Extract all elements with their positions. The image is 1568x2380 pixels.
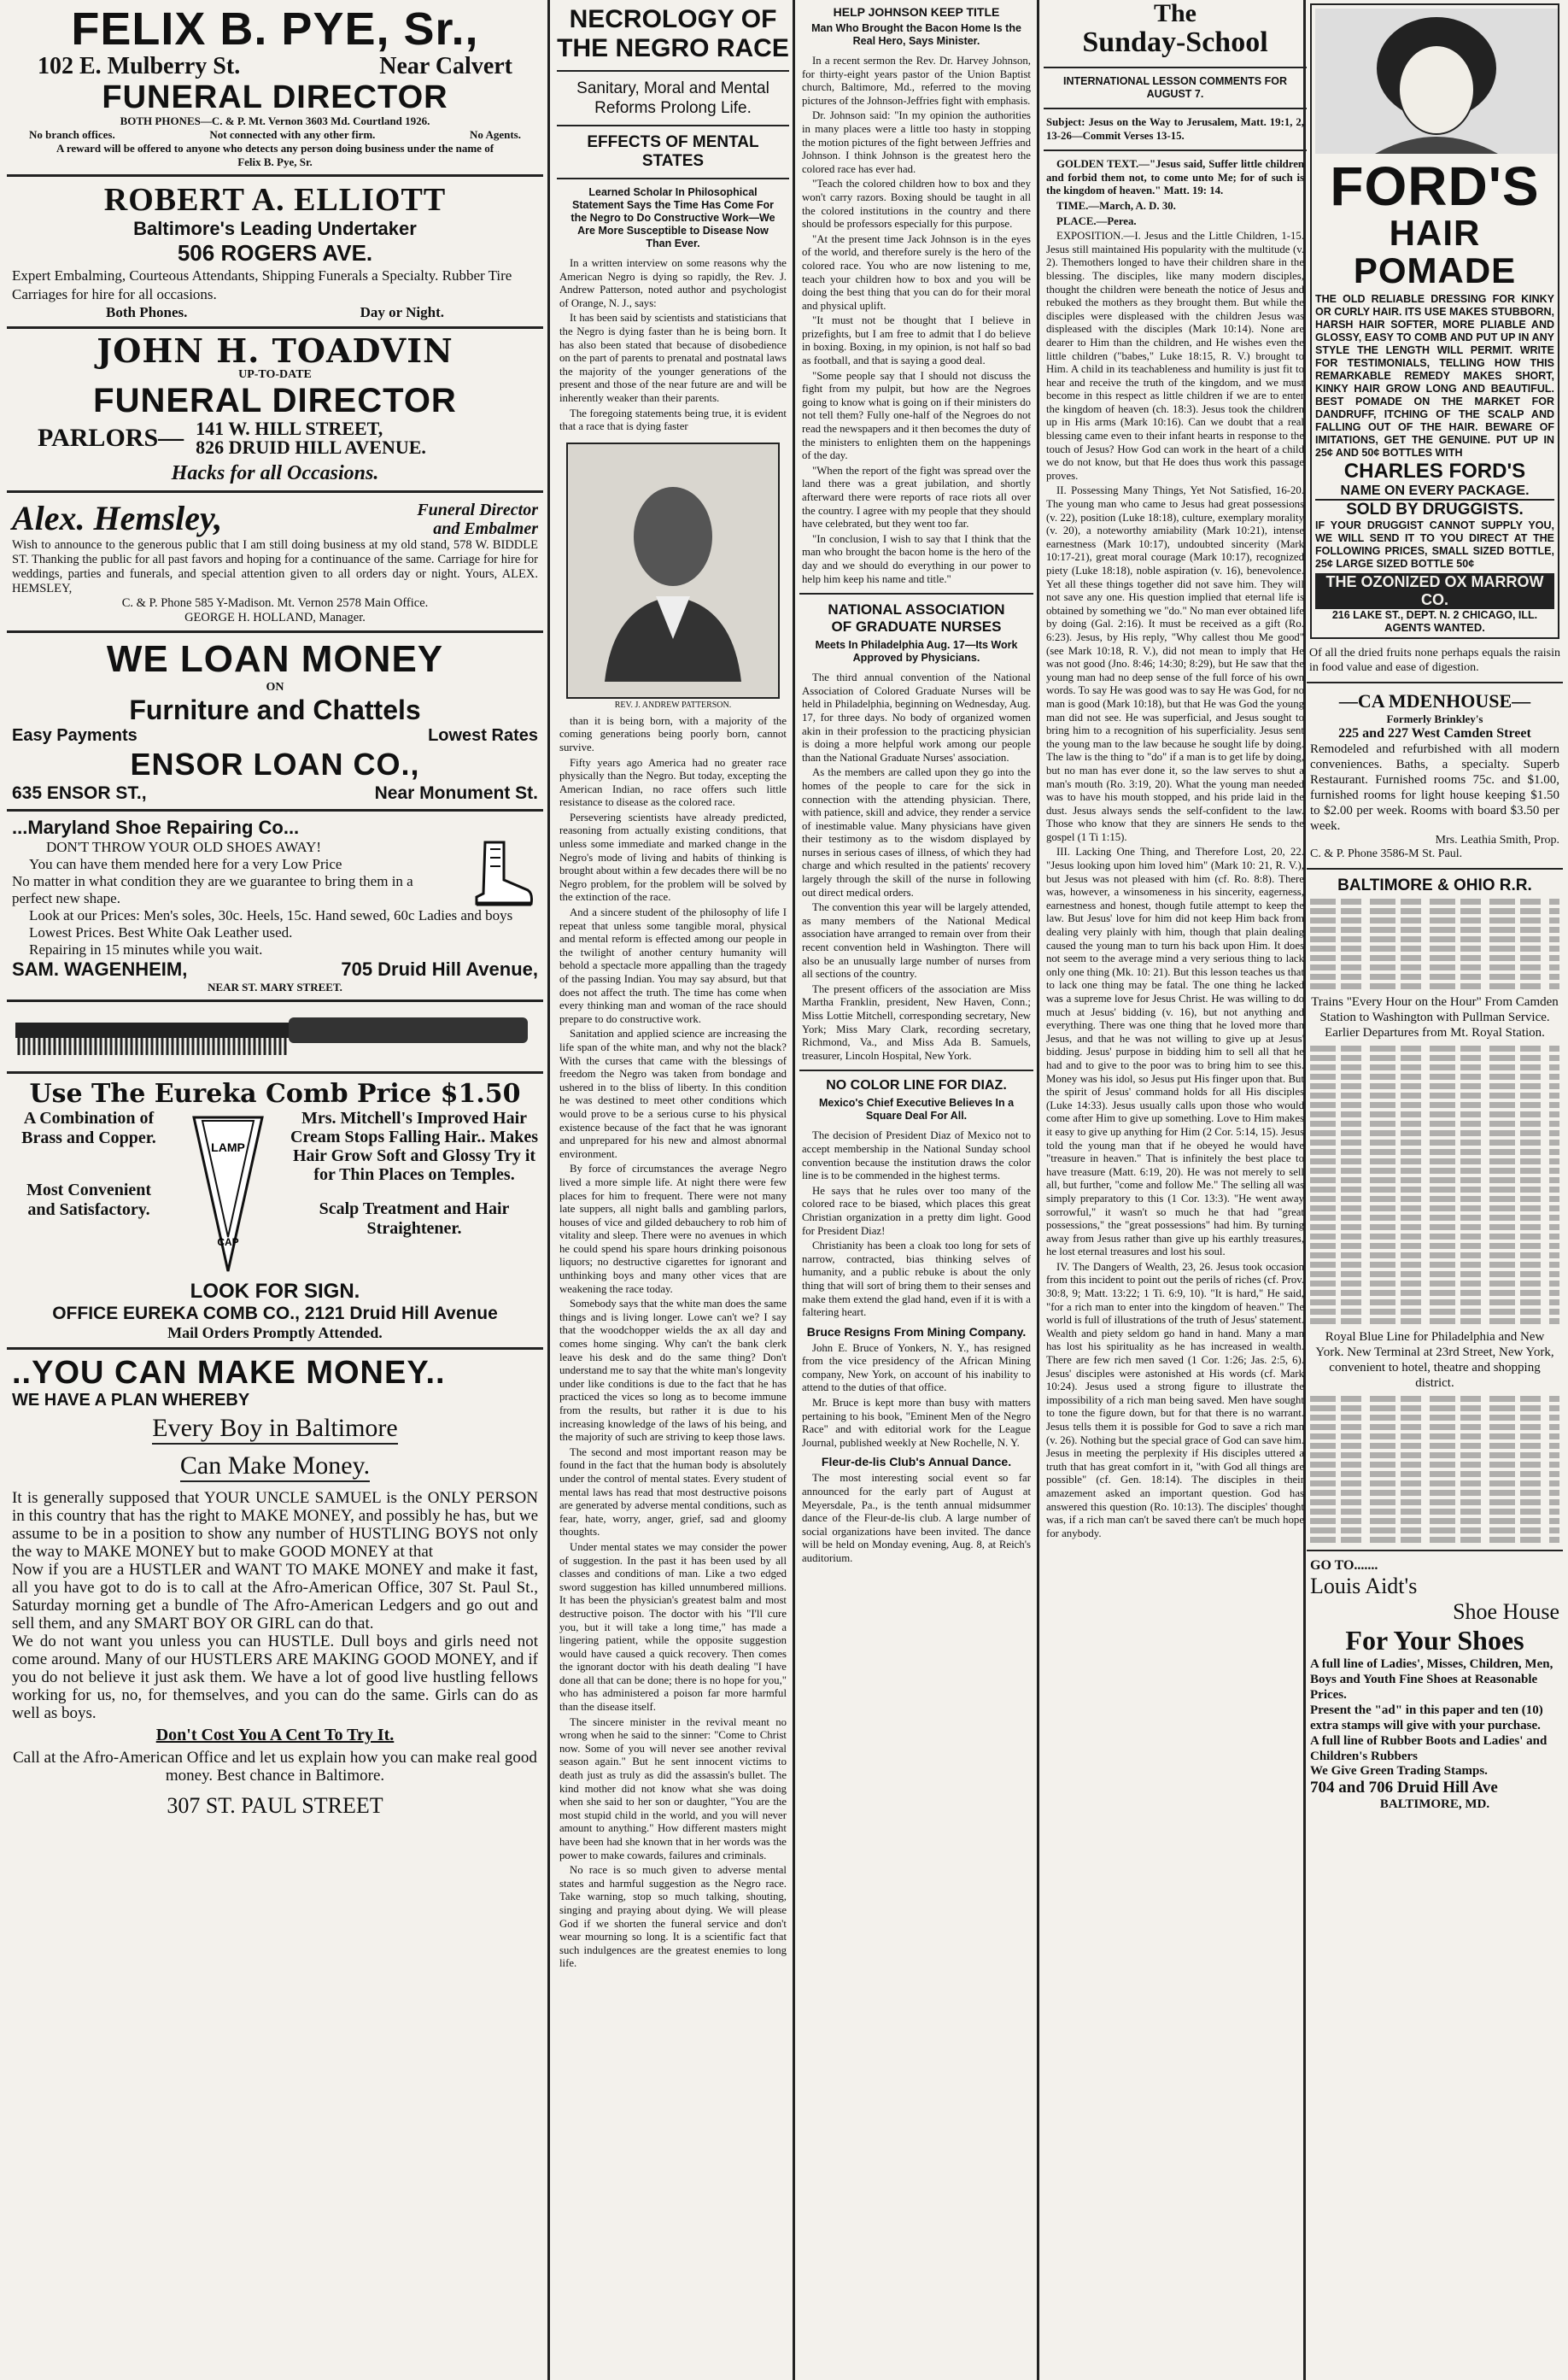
timetable-row bbox=[1310, 1443, 1559, 1449]
svg-text:LAMP: LAMP bbox=[211, 1140, 245, 1154]
timetable-row bbox=[1310, 1074, 1559, 1080]
ad-camden-house: —CA MDENHOUSE— Formerly Brinkley's 225 and 227 West Camden Street Remodeled and refurbished with all modern conveniences. Baths, a specialty. Superb Restaurant. Furnished rooms 75c. and $1.00, furnished rooms for light house keeping $1.50 to $2.00 per week. Rooms with board $3.50 per week. Mrs. Leathia Smith, Prop. C. & P. Phone 3586-M St. Paul. bbox=[1310, 690, 1559, 860]
timetable-row bbox=[1310, 1490, 1559, 1496]
ad-pye-title: FUNERAL DIRECTOR bbox=[102, 79, 448, 115]
timetable-row bbox=[1310, 1281, 1559, 1287]
ad-robert-elliott: ROBERT A. ELLIOTT Baltimore's Leading Undertaker 506 ROGERS AVE. Expert Embalming, Courteous Attendants, Shipping Funerals a Specialty. Rubber Tire Carriages for hire for all occasions. Both Phones. Day or Night. bbox=[7, 177, 543, 329]
necrology-column: NECROLOGY OF THE NEGRO RACE Sanitary, Moral and Mental Reforms Prolong Life. EFFECTS OF MENTAL STATES Learned Scholar In Philosophical Statement Says the Time Has Come For the Negro to Do Constructive Work—We Are More Susceptible to Disease Now Than Ever. In a written interview on some reasons why the American Negro is dying so rapidly, the Rev. J. Andrew Patterson, noted author and psychologist of Orange, N. J., says: It has been said by scientists and statisticians that the Negro is dying faster than he is being born. It has also been stated that because of disobedience on the part of parents to prenatal and postnatal laws the majority of the younger generations of the present and those of the near future are and will be inherently weaker than their parents. The foregoing statements being true, it is evident that a race that is dying faster REV. J. ANDREW PATTERSON. than it is being born, with a majority of the coming generations being poorly born, cannot survive. Fifty years ago America had no greater race physically than the Negro. But today, excepting the American Indian, no race offers such little resistance to disease as the colored race. Persevering scientists have already predicted, reasoning from actually existing conditions, that unless some immediate and marked change in the Negro's mode of living and habits of thinking is brought about within a few decades there will be no Negro problem, for the problem will be solved by the extinction of the race. And a sincere student of the philosophy of life I repeat that unless some tangible moral, physical and mental reform is effected among our people in the twilight of another century humanity will behold a spectacle more appalling than the tragedy of the passing Indian. You may say absurd, but that does not affect the truth. The time has come when every thinking man and woman of the race should prepare to do constructive work. Sanitation and applied science are increasing the life span of the white man, and why not the black? With the curses that came with the blessings of freedom the Negro was taken from bondage and ushered in to the bliss of liberty. In this condition he was destined to meet other conditions which would prove to be a serious curse to his physical existence because of the fact that he was ignorant and unprepared for his new and almost abnormal environment. By force of circumstances the average Negro lived a more simple life. At night there were few places for him to frequent. There were not many late suppers, all night balls and gambling parlors, houses of vice and gilded debauchery to rob him of vitality and sleep. There were no avenues in which he could spend his spare hours drinking poisonous liquors; no destructive cigarettes for ignorant and unthinking boys and many other vices that are weakening the race today. Somebody says that the white man does the same things and is living longer. Lowe can't we? I say that the woodchopper wields the ax all day and comes home singing. Why can't the bank clerk leave his desk and do the same thing? Don't understand me to say that the white man's longevity under like conditions is due to the fact that he has practiced the vices so long as to become immune from the results, but rather it is due to his increasing knowledge of the laws of his being, and the majority of such are striving to keep those laws. The second and most important reason may be found in the fact that the human body is absolutely under the control of mental states. Every student of mental laws has read that most destructive poisons are generated by adverse mental conditions, such as fear, hate, worry, anger, grief, sad and gloomy thoughts. Under mental states we may consider the power of suggestion. In the past it has been used by all classes and conditions of man. Like a two edged sword suggestion has killed unnumbered millions. It has been the physician's greatest balm and most destructive poison. The doctor with his "I'll cure you, but it will take a long time," has made a lingering patient, while the opposite suggestion would have caused a quick recovery. Then comes the ignorant doctor with his death dealing "I have done all that can be done; there is no hope for you," who has administered a poison far more harmful than the disease itself. The sincere minister in the revival meant no wrong when he said to the sinner: "Come to Christ now. Some of you will never see another revival season again." But he sent innocent victims to death just as truly as did the assassin's bullet. The kind mother did not know what she was doing when she said to her son or daughter, "You are the most stupid child in the world, and you will never amount to anything." How different masters might have been had she known that in her words was the power to make cowards, failures and criminals. No race is so much given to adverse mental states and harmful suggestion as the Negro race. Take warning, stop so much talking, shouting, singing and praying about dying. We will please God if we shorten the funeral service and don't wear mourning so long. It is a scientific fact that such indulgences are the greatest enemies to long life. bbox=[557, 5, 789, 1970]
timetable-row bbox=[1310, 908, 1559, 914]
timetable-row bbox=[1310, 1252, 1559, 1258]
timetable-row bbox=[1310, 1299, 1559, 1305]
necrology-headline: NECROLOGY OF bbox=[569, 5, 777, 33]
bruce-headline: Bruce Resigns From Mining Company. bbox=[806, 1324, 1027, 1339]
timetable-row bbox=[1310, 899, 1559, 905]
timetable-row bbox=[1310, 1168, 1559, 1174]
timetable-row bbox=[1310, 983, 1559, 989]
timetable-row bbox=[1310, 1290, 1559, 1296]
portrait-photo bbox=[566, 443, 780, 699]
timetable-row bbox=[1310, 1196, 1559, 1202]
ad-baltimore-ohio: BALTIMORE & OHIO R.R. Trains "Every Hour on the Hour" From Camden Station to Washington with Pullman Service. Earlier Departures from Mt. Royal Station. Royal Blue Line for Philadelphia and New York. New Terminal at 23rd Street, New York, convenient to hotel, theatre and shopping district. bbox=[1307, 876, 1563, 1543]
ad-eureka-comb: Use The Eureka Comb Price $1.50 A Combination of Brass and Copper. Most Convenient and Satisfactory. LAMP CAP Mrs. Mitchell's Improved Hair Cream Stops Falling Hair.. Makes Hair Grow Soft and Glossy Try it for Thin Places on Temples. Scalp Treatment and Hair Straightener. LOOK FOR SIGN. OFFICE EUREKA COMB CO., 2121 Druid Hill Avenue Mail Orders Promptly Attended. bbox=[7, 1074, 543, 1350]
woman-portrait-icon bbox=[1315, 9, 1558, 154]
timetable-row bbox=[1310, 1518, 1559, 1524]
timetable-row bbox=[1310, 1177, 1559, 1183]
boot-icon bbox=[459, 837, 536, 914]
timetable-row bbox=[1310, 1130, 1559, 1136]
timetable-row bbox=[1310, 1046, 1559, 1052]
ad-alex-hemsley: Alex. Hemsley, Funeral Director and Embalmer Wish to announce to the generous public that I am still doing business at my old stand, 578 W. BIDDLE ST. Thanking the public for all past favors and hoping for a continuance of the same. Carriage for hire for weddings, parties and funerals, and special attention given to all orders day or night. Yours, ALEX. HEMSLEY, C. & P. Phone 585 Y-Madison. Mt. Vernon 2578 Main Office. GEORGE H. HOLLAND, Manager. bbox=[7, 493, 543, 633]
timetable-row bbox=[1310, 1102, 1559, 1108]
johnson-body: In a recent sermon the Rev. Dr. Harvey Johnson, for thirty-eight years pastor of the Union Baptist church, Baltimore, Md., referred to the moving pictures of the Johnson-Jeffries fight with emphasis. Dr. Johnson said: "In my opinion the authorities in many places were a little too hasty in stopping the motion pictures of the fight between Jeffries and Johnson. I think Johnson is the greatest hero the colored race has ever had. "Teach the colored children how to box and they won't carry razors. Boxing should be taught in all the colored institutions in the country and there should be professors especially for this purpose. "At the present time Jack Johnson is in the eyes of the world, and therefore surely is the hero of the colored race. You who are now listening to me, teach your children how to box and you will be doing the best thing that you can do for their moral and physical uplift. "It must not be thought that I believe in prizefights, but I am free to admit that I do believe in boxing. Boxing, in my opinion, is not half so bad as football, and that is saying a good deal. "Some people say that I should not discuss the fight from my pulpit, but how are the Negroes going to know what is going on if their ministers do not tell them? Fully one-half of the Negroes do not read the newspapers and it then becomes the duty of the ministers to enlighten them on the happenings of the day. "When the report of the fight was spread over the land there was a great jubilation, and shortly afterward there were reports of race riots all over the country. I agree with my people that they should have celebrated, but they went too far. "In conclusion, I wish to say that I think that the man who brought the bacon home is the hero of the day and we should do everything in our power to help him keep his name and title." bbox=[802, 55, 1031, 585]
timetable-row bbox=[1310, 1433, 1559, 1439]
timetable-row bbox=[1310, 974, 1559, 980]
timetable-row bbox=[1310, 1215, 1559, 1221]
timetable-row bbox=[1310, 1462, 1559, 1468]
timetable-row bbox=[1310, 1083, 1559, 1089]
timetable-block bbox=[1310, 899, 1559, 989]
timetable-block bbox=[1310, 1046, 1559, 1324]
timetable-row bbox=[1310, 1205, 1559, 1211]
timetable-row bbox=[1310, 1499, 1559, 1505]
ad-pye-name: FELIX B. PYE, Sr., bbox=[71, 3, 479, 55]
ad-felix-pye: FELIX B. PYE, Sr., 102 E. Mulberry St. Near Calvert FUNERAL DIRECTOR BOTH PHONES—C. & P. Mt. Vernon 3603 Md. Courtland 1926. No branch offices. Not connected with any other firm. No Agents. A reward will be offered to anyone who detects any person doing business under the name of Felix B. Pye, Sr. bbox=[7, 0, 543, 177]
nurses-headline: NATIONAL ASSOCIATION bbox=[828, 601, 1005, 618]
ad-pye-address: 102 E. Mulberry St. Near Calvert bbox=[38, 53, 512, 79]
timetable-row bbox=[1310, 1224, 1559, 1230]
timetable-row bbox=[1310, 1471, 1559, 1477]
diaz-headline: NO COLOR LINE FOR DIAZ. bbox=[826, 1078, 1007, 1093]
timetable-row bbox=[1310, 1187, 1559, 1193]
nurses-body: The third annual convention of the National Association of Colored Graduate Nurses will be held in Philadelphia, beginning on Wednesday, Aug. 17, for three days. No body of organized women akin in their profession to the practicing physician is doing a more helpful work among our people than the National Graduate Nurses' association. As the members are called upon they go into the homes of the people to care for the sick in connection with the attending physician. There, with patience, skill and advice, they render a service of inestimable value. Many physicians have given their testimony as to the wisdom displayed by nurses in serious cases of illness, of which they had charge and which resulted in the patients' recovery largely through the skill of the nurse in following out direct medical orders. The convention this year will be largely attended, as many members of the National Medical association have arranged to remain over from their recent convention held in Washington. There will also be an unusually large number of nurses from all sections of the country. The present officers of the association are Miss Martha Franklin, president, New Haven, Conn.; Miss Lottie Mitchell, corresponding secretary, New York; Miss Mary Clark, recording secretary, Richmond, Va., and Miss Ada B. Samuels, treasurer, Lincoln Hospital, New York. bbox=[802, 671, 1031, 1062]
ad-ensor-loan: WE LOAN MONEY ON Furniture and Chattels Easy Payments Lowest Rates ENSOR LOAN CO., 635 ENSOR ST., Near Monument St. bbox=[7, 633, 543, 812]
timetable-row bbox=[1310, 1064, 1559, 1070]
sunday-body: GOLDEN TEXT.—"Jesus said, Suffer little children and forbid them not, to come unto Me; for of such is the kingdom of heaven." Matt. 19: 14. TIME.—March, A. D. 30. PLACE.—Perea. EXPOSITION.—I. Jesus and the Little Children, 1-15. Jesus still maintained His popularity with the multitude (v. 2). Themothers longed to have their children share in the blessing. The disciples, like many modern disciples, thought the children were beneath the notice of Jesus and rebuked the mothers as they brought them. But while the disciples were displeased with the children Jesus was displeased with the disciples (Mark 10:14). None are dearer to Him than the children, and He wishes even the little children ("babes," Luke 18:15, R. V.) brought to Him. A child in its teachableness and humility is just fit to hear and receive the truth of the kingdom, and we must become in this respect as little children if we are to enter the kingdom of heaven (ch. 18:3). Jesus took the children up in His arms (Mark 10:16). Can we doubt that a real blessing came even to their infant hearts in response to the touch of Jesus? How God can work in the heart of a child we do not know, but that He does thus work this passage proves. II. Possessing Many Things, Yet Not Satisfied, 16-20. The young man who came to Jesus had great possessions (v. 22), position (Luke 18:18), culture, exemplary morality (v. 20), a noteworthy amiability (Mark 10:21), intense earnestness (Mark 10:17), undoubted sincerity (Mark 10:17-21), great moral courage (Mark 10:17), recognized piety (Luke 18:18), noble aspiration (v. 16), benevolence. Yet all these things together did not save him. They will not save any one. His question implied that eternal life is obtained by something we "do." No man ever obtained life by doing (Gal. 2:16). It must be received as a gift (Ro. 6:23). Jesus, by His reply, "Why callest thou Me good" (see Mark 10:18, R. V.), did not mean to imply that He was not good (Jno. 8:46; 14:30; 8:29), but He saw that the young man had no deep sense of the full force of his own words. To say He was good was to say He was God, for no man is good (Mark 10:18), but that He was God the young man did not see. He was superficial, and Jesus sought to bring him to a recognition of his superficiality. Jesus sent the young man to the law because he sought life by doing. The law is the thing to "do" if a man is to get life by doing, but no man has ever done it, so the law serves to shut a man's mouth (Ro. 3:19, 20). What the young man needed was to have his mouth stopped, and his pride laid in the dust. Jesus always sends the self-confident to the law. Those who know that they are sinners He sends to the gospel (1 Ti 1:15). III. Lacking One Thing, and Therefore Lost, 20, 22. "Jesus looking upon him loved him" (Mark 10: 21, R. V.), but Jesus was not pleased with him (cf. Ro. 8:8). There was, however, a winsomeness in his sincerity, eagerness, earnestness and honest, though futile attempt to keep the law. But Jesus' love for him did not keep Him back from dealing very plainly with him, though that plain dealing caused the young man to turn his back upon Him. It does not seem to the average mind a very serious thing to lack only one thing (Mk. 10: 21). But this lesson teaches us that to lack one thing may be fatal. The one thing he lacked was a supreme love for Jesus Christ. He was willing to do much at Jesus' bidding (v. 16), but not anything and everything. There was one thing that he loved more than Jesus, and that he was not willing to give up at Jesus' bidding. Jesus' purpose in bidding him to sell all that he had and to give to the poor was to bring him to see this. Money was his idol, so Jesus put His finger upon that. But the spirit of Jesus' command holds for all His disciples (Luke 14:33). Jesus usually calls upon those who would come after Him to give up something. Love to Him makes it easy to give up anything for Him (2 Cor. 5:14, 15). Jesus told the young man that if he obeyed he would have "treasure in heaven." That is infinitely the best place to have treasure (Matt. 6:19, 20). He was not merely to sell all, but further, "come and follow Me." The selling all was simply preparatory to this (1 Cor. 13:3). "He went away sorrowful," it wasn't so much he that had "great possessions," the "great possessions" had him. By turning away from Jesus rather than give up his earthly treasures, he lost eternal treasures and lost his soul. IV. The Dangers of Wealth, 23, 26. Jesus took occasion from this incident to point out the perils of riches (cf. Prov. 30:8, 9; Matt. 13:22; 1 Ti. 6:9, 10). "It is hard," He said, "for a rich man to enter into the kingdom of heaven." The world is full of illustrations of the truth of Jesus' statement. Wealth and piety seldom go hand in hand. Many a man has lost his spirituality as he has increased in wealth. There are few rich men saved (1 Cor. 1:26; Jas. 2:5, 6). Jesus' disciples were astonished at His words (cf. Mark 10:24). Jesus used a strong figure to illustrate the impossibility of a rich man being saved. Men have sought to tone the figure down, but for that there is no warrant. Jesus tells them it is possible for God to save a rich man (v. 26). Nothing but the special grace of God can save him. Jesus in meeting the perplexity if His disciples uttered a truth that has great comfort in it, "with God all things are possible" (cf. Gen. 18:14). The disciples in their amazement asked an important question. God has answered this question (Ro. 10:13). The disciples' thought was, if a rich man can't be saved there can't be much hope for anybody. bbox=[1046, 158, 1304, 1539]
sunday-headline: The bbox=[1153, 0, 1196, 27]
ads-column bbox=[7, 0, 543, 2380]
necrology-body: In a written interview on some reasons why the American Negro is dying so rapidly, the Rev. J. Andrew Patterson, noted author and psychologist of Orange, N. J., says: It has been said by scientists and statisticians that the Negro is dying faster than he is being born. It has also been stated that because of disobedience on the part of parents to prenatal and postnatal laws the majority of the younger generations of the present and those of the near future are and will be inherently weaker than their parents. The foregoing statements being true, it is evident that a race that is dying faster bbox=[559, 257, 787, 433]
timetable-row bbox=[1310, 1405, 1559, 1411]
timetable-row bbox=[1310, 955, 1559, 961]
timetable-row bbox=[1310, 1158, 1559, 1164]
sunday-school-column: The Sunday-School INTERNATIONAL LESSON COMMENTS FOR AUGUST 7. Subject: Jesus on the Way to Jerusalem, Matt. 19:1, 2, 13-26—Commit Verses 13-15. GOLDEN TEXT.—"Jesus said, Suffer little children and forbid them not, to come unto Me; for of such is the kingdom of heaven." Matt. 19: 14. TIME.—March, A. D. 30. PLACE.—Perea. EXPOSITION.—I. Jesus and the Little Children, 1-15. Jesus still maintained His popularity with the multitude (v. 2). Themothers longed to have their children share in the blessing. The disciples, like many modern disciples, thought the children were beneath the notice of Jesus and rebuked the mothers as they brought them. But while the disciples were displeased with the children Jesus was displeased with the disciples (Mark 10:14). None are dearer to Him than the children, and He wishes even the little children ("babes," Luke 18:15, R. V.) brought to Him. A child in its teachableness and humility is just fit to hear and receive the truth of the kingdom, and we must become in this respect as little children if we are to enter the kingdom of heaven (ch. 18:3). Jesus took the children up in His arms (Mark 10:16). Can we doubt that a real blessing came even to their infant hearts in response to the touch of Jesus? How God can work in the heart of a child we do not know, but that He does thus work this passage proves. II. Possessing Many Things, Yet Not Satisfied, 16-20. The young man who came to Jesus had great possessions (v. 22), position (Luke 18:18), culture, exemplary morality (v. 20), a noteworthy amiability (Mark 10:21), intense earnestness (Mark 10:17), undoubted sincerity (Mark 10:17-21), great moral courage (Mark 10:17), recognized piety (Luke 18:18), noble aspiration (v. 16), benevolence. Yet all these things together did not save him. They will not save any one. His question implied that eternal life is obtained by something we "do." No man ever obtained life by doing (Gal. 2:16). It must be received as a gift (Ro. 6:23). Jesus, by His reply, "Why callest thou Me good" (see Mark 10:18, R. V.), did not mean to imply that He was not good (Jno. 8:46; 14:30; 8:29), but He saw that the young man had no deep sense of the full force of his own words. To say He was good was to say He was God, for no man is good (Mark 10:18), but that He was God the young man did not see. He was superficial, and Jesus sought to bring him to a recognition of his superficiality. Jesus sent the young man to the law because he sought life by doing. The law is the thing to "do" if a man is to get life by doing, but no man has ever done it, so the law serves to shut a man's mouth (Ro. 3:19, 20). What the young man needed was to have his mouth stopped, and his pride laid in the dust. Jesus always sends the self-confident to the law. Those who know that they are sinners He sends to the gospel (1 Ti 1:15). III. Lacking One Thing, and Therefore Lost, 20, 22. "Jesus looking upon him loved him" (Mark 10: 21, R. V.), but Jesus was not pleased with him (cf. Ro. 8:8). There was, however, a winsomeness in his sincerity, eagerness, earnestness and honest, though futile attempt to keep the law. But Jesus' love for him did not keep Him back from dealing very plainly with him, though that plain dealing caused the young man to turn his back upon Him. It does not seem to the average mind a very serious thing to lack only one thing (Mk. 10: 21). But this lesson teaches us that to lack one thing may be fatal. The one thing he lacked was a supreme love for Jesus Christ. He was willing to do much at Jesus' bidding (v. 16), but not anything and everything. There was one thing that he loved more than Jesus, and that he was not willing to give up at Jesus' bidding. Jesus' purpose in bidding him to sell all that he had and to give to the poor was to bring him to see this. Money was his idol, so Jesus put His finger upon that. But the spirit of Jesus' command holds for all His disciples (Luke 14:33). Jesus usually calls upon those who would come after Him to give up something. Love to Him makes it easy to give up anything for Him (2 Cor. 5:14, 15). Jesus told the young man that if he obeyed he would have "treasure in heaven." That is infinitely the best place to have treasure (Matt. 6:19, 20). He was not merely to sell all, but further, "come and follow Me." The selling all was simply preparatory to this (1 Cor. 13:3). "He went away sorrowful," it wasn't so much he that had "great possessions," the "great possessions" had him. By turning away from Jesus rather than give up his earthly treasures, he lost eternal treasures and lost his soul. IV. The Dangers of Wealth, 23, 26. Jesus took occasion from this incident to point out the perils of riches (cf. Prov. 30:8, 9; Matt. 13:22; 1 Ti. 6:9, 10). "It is hard," He said, "for a rich man to enter into the kingdom of heaven." The world is full of illustrations of the truth of Jesus' statement. Wealth and piety seldom go hand in hand. Many a man has lost his spirituality as he has increased in wealth. There are few rich men saved (1 Cor. 1:26; Jas. 2:5, 6). Jesus' disciples were astonished at His words (cf. Mark 10:24). Jesus used a strong figure to illustrate the impossibility of a rich man being saved. Men have sought to tone the figure down, but for that there is no warrant. Jesus tells them it is possible for God to save a rich man (v. 26). Nothing but the special grace of God can save him. Jesus in meeting the perplexity if His disciples uttered a truth that has great comfort in it, "with God all things are possible" (cf. Gen. 18:14). The disciples in their amazement asked an important question. God has answered this question (Ro. 10:13). The disciples' thought was, if a rich man can't be saved there can't be much hope for anybody. bbox=[1044, 0, 1307, 2380]
timetable-row bbox=[1310, 1424, 1559, 1430]
ad-maryland-shoe: ...Maryland Shoe Repairing Co... DON'T THROW YOUR OLD SHOES AWAY! You can have them mended here for a very Low Price No matter in what condition they are we guarantee to bring them in a perfect new shape. Look at our Prices: Men's soles, 30c. Heels, 15c. Hand sewed, 60c Ladies and boys Lowest Prices. Best White Oak Leather used. Repairing in 15 minutes while you wait. SAM. WAGENHEIM, 705 Druid Hill Avenue, NEAR ST. MARY STREET. bbox=[7, 812, 543, 1002]
column-rule bbox=[547, 0, 550, 2380]
timetable-row bbox=[1310, 1111, 1559, 1117]
timetable-row bbox=[1310, 1318, 1559, 1324]
timetable-row bbox=[1310, 1309, 1559, 1315]
comb-illustration bbox=[7, 1002, 543, 1074]
ad-make-money: ..YOU CAN MAKE MONEY.. WE HAVE A PLAN WHEREBY Every Boy in Baltimore Can Make Money. It is generally supposed that YOUR UNCLE SAMUEL is the ONLY PERSON in this country that has the right to MAKE MONEY, and possibly he has, but we assume to be in a position to show any number of HUSTLING BOYS not only the way to MAKE MONEY but to make GOOD MONEY at that Now if you are a HUSTLER and WANT TO MAKE MONEY and make it fast, all you have got to do is to call at the Afro-American Office, 307 St. Paul St., Saturday morning get a bundle of The Afro-American Ledgers and go out and sell them, and any SMART BOY OR GIRL can do that. We do not want you unless you can HUSTLE. Dull boys and girls need not come around. Many of our HUSTLERS ARE MAKING GOOD MONEY, and if you do not believe it just ask them. We have a lot of good live hustling fellows working for us, no, for themselves, and you can do the same. Girls can do as well as boys. Don't Cost You A Cent To Try It. Call at the Afro-American Office and let us explain how you can make real good money. Best chance in Baltimore. 307 ST. PAUL STREET bbox=[12, 1355, 538, 1818]
timetable-row bbox=[1310, 917, 1559, 923]
timetable-row bbox=[1310, 927, 1559, 933]
timetable-row bbox=[1310, 1452, 1559, 1458]
news-column: HELP JOHNSON KEEP TITLE Man Who Brought the Bacon Home Is the Real Hero, Says Minister. In a recent sermon the Rev. Dr. Harvey Johnson, for thirty-eight years pastor of the Union Baptist church, Baltimore, Md., referred to the moving pictures of the Johnson-Jeffries fight with emphasis. Dr. Johnson said: "In my opinion the authorities in many places were a little too hasty in stopping the motion pictures of the fight between Jeffries and Johnson. I think Johnson is the greatest hero the colored race has ever had. "Teach the colored children how to box and they won't carry razors. Boxing should be taught in all the colored institutions in the country and there should be professors especially for this purpose. "At the present time Jack Johnson is in the eyes of the world, and therefore surely is the hero of the colored race. You who are now listening to me, teach your children how to box and you will be doing the best thing that you can do for their moral and physical uplift. "It must not be thought that I believe in prizefights, but I am free to admit that I do believe in boxing. Boxing, in my opinion, is not half so bad as football, and that is saying a good deal. "Some people say that I should not discuss the fight from my pulpit, but how are the Negroes going to know what is going on if their ministers do not tell them? Fully one-half of the Negroes do not read the newspapers and it then becomes the duty of the ministers to enlighten them on the happenings of the day. "When the report of the fight was spread over the land there was a great jubilation, and shortly afterward there were reports of race riots all over the country. I agree with my people that they should have celebrated, but they went too far. "In conclusion, I wish to say that I think that the man who brought the bacon home is the hero of the day and we should do everything in our power to help him keep his name and title." NATIONAL ASSOCIATION OF GRADUATE NURSES Meets In Philadelphia Aug. 17—Its Work Approved by Physicians. The third annual convention of the National Association of Colored Graduate Nurses will be held in Philadelphia, beginning on Wednesday, Aug. 17, for three days. No body of organized women akin in their profession to the practicing physician is doing a more helpful work among our people than the National Graduate Nurses' association. As the members are called upon they go into the homes of the people to care for the sick in connection with the attending physician. There, with patience, skill and advice, they render a service of inestimable value. Many physicians have given their testimony as to the wisdom displayed by nurses in serious cases of illness, of which they had charge and which resulted in the patients' recovery largely through the skill of the nurse in following out direct medical orders. The convention this year will be largely attended, as many members of the National Medical association have arranged to remain over from their recent convention held in Washington. There will also be an unusually large number of nurses from all sections of the country. The present officers of the association are Miss Martha Franklin, president, New Haven, Conn.; Miss Lottie Mitchell, corresponding secretary, New York; Miss Mary Clark, recording secretary, Richmond, Va., and Miss Ada B. Samuels, treasurer, Lincoln Hospital, New York. NO COLOR LINE FOR DIAZ. Mexico's Chief Executive Believes In a Square Deal For All. The decision of President Diaz of Mexico not to accept membership in the National Sunday school convention because the institution draws the color line is to be commended in the highest terms. He says that he rules over too many of the colored race to be biased, which places this great Christian organization in a pretty dim light. Good for President Diaz! Christianity has been a cloak too long for sets of narrow, contracted, bias thinking selves of humanity, and a public rebuke is about the only thing that will sort of bring them to their senses and make them extend the glad hand, even if it is with a faltering heart. Bruce Resigns From Mining Company. John E. Bruce of Yonkers, N. Y., has resigned from the vice presidency of the African Mining company, New York, on account of his inability to attend to the duties of that office. Mr. Bruce is kept more than busy with matters pertaining to his book, "Eminent Men of the Negro Race" and with editorial work for the League Journal, published weekly at New Rochelle, N. Y. Fleur-de-lis Club's Annual Dance. The most interesting social event so far announced for the early part of August at Meyersdale, Pa., is the tenth annual midsummer dance of the Fleur-de-lis club. A large number of social organizations have been invited. The dance will be held on Monday evening, Aug. 8, at Reich's auditorium. bbox=[799, 0, 1033, 2380]
column-rule bbox=[793, 0, 795, 2380]
timetable-block bbox=[1310, 1396, 1559, 1543]
column-rule bbox=[1037, 0, 1039, 2380]
timetable-row bbox=[1310, 1537, 1559, 1543]
filler-note: Of all the dried fruits none perhaps equals the raisin in food value and ease of digestion. bbox=[1309, 647, 1560, 674]
timetable-row bbox=[1310, 1415, 1559, 1421]
ad-louis-aidt: GO TO....... Louis Aidt's Shoe House For Your Shoes A full line of Ladies', Misses, Children, Men, Boys and Youth Fine Shoes at Reasonable Prices. Present the "ad" in this paper and ten (10) extra stamps will give with your purchase. A full line of Rubber Boots and Ladies' and Children's Rubbers We Give Green Trading Stamps. 704 and 706 Druid Hill Ave BALTIMORE, MD. bbox=[1310, 1558, 1559, 1811]
timetable-row bbox=[1310, 1149, 1559, 1155]
timetable-row bbox=[1310, 1527, 1559, 1533]
johnson-headline: HELP JOHNSON KEEP TITLE bbox=[833, 5, 1000, 19]
timetable-row bbox=[1310, 1480, 1559, 1486]
svg-text:CAP: CAP bbox=[217, 1236, 239, 1248]
comb-device-icon bbox=[177, 1109, 279, 1280]
ad-john-toadvin: JOHN H. TOADVIN UP-TO-DATE FUNERAL DIRECTOR PARLORS— 141 W. HILL STREET, 826 DRUID HILL AVENUE. Hacks for all Occasions. bbox=[7, 329, 543, 493]
timetable-row bbox=[1310, 1140, 1559, 1146]
ads-right-column bbox=[1307, 0, 1563, 2380]
timetable-row bbox=[1310, 964, 1559, 970]
timetable-row bbox=[1310, 1121, 1559, 1127]
ad-fords-pomade: FORD'S HAIR POMADE THE OLD RELIABLE DRESSING FOR KINKY OR CURLY HAIR. ITS USE MAKES STUBBORN, HARSH HAIR SOFTER, MORE PLIABLE AND GLOSSY, EASY TO COMB AND PUT UP IN ANY STYLE THE LENGTH WILL PERMIT. WRITE FOR TESTIMONIALS, TELLING HOW THIS REMARKABLE REMEDY MAKES SHORT, KINKY HAIR GROW LONG AND BEAUTIFUL. BEST POMADE ON THE MARKET FOR DANDRUFF, ITCHING OF THE SCALP AND FALLING OUT OF THE HAIR. BEWARE OF IMITATIONS, GET THE GENUINE. PUT UP IN 25¢ AND 50¢ BOTTLES WITH CHARLES FORD'S NAME ON EVERY PACKAGE. SOLD BY DRUGGISTS. IF YOUR DRUGGIST CANNOT SUPPLY YOU, WE WILL SEND IT TO YOU DIRECT AT THE FOLLOWING PRICES, SMALL SIZED BOTTLE, 25¢ LARGE SIZED BOTTLE 50¢ THE OZONIZED OX MARROW CO. 216 LAKE ST., DEPT. N. 2 CHICAGO, ILL. AGENTS WANTED. bbox=[1310, 3, 1559, 639]
timetable-row bbox=[1310, 1093, 1559, 1099]
timetable-row bbox=[1310, 1271, 1559, 1277]
comb-icon bbox=[7, 1011, 536, 1062]
timetable-row bbox=[1310, 1262, 1559, 1268]
timetable-row bbox=[1310, 1243, 1559, 1249]
timetable-row bbox=[1310, 1509, 1559, 1515]
portrait-icon bbox=[588, 460, 758, 682]
timetable-row bbox=[1310, 1055, 1559, 1061]
timetable-row bbox=[1310, 1234, 1559, 1240]
timetable-row bbox=[1310, 936, 1559, 942]
fleur-headline: Fleur-de-lis Club's Annual Dance. bbox=[821, 1455, 1012, 1469]
timetable-row bbox=[1310, 946, 1559, 952]
timetable-row bbox=[1310, 1396, 1559, 1402]
